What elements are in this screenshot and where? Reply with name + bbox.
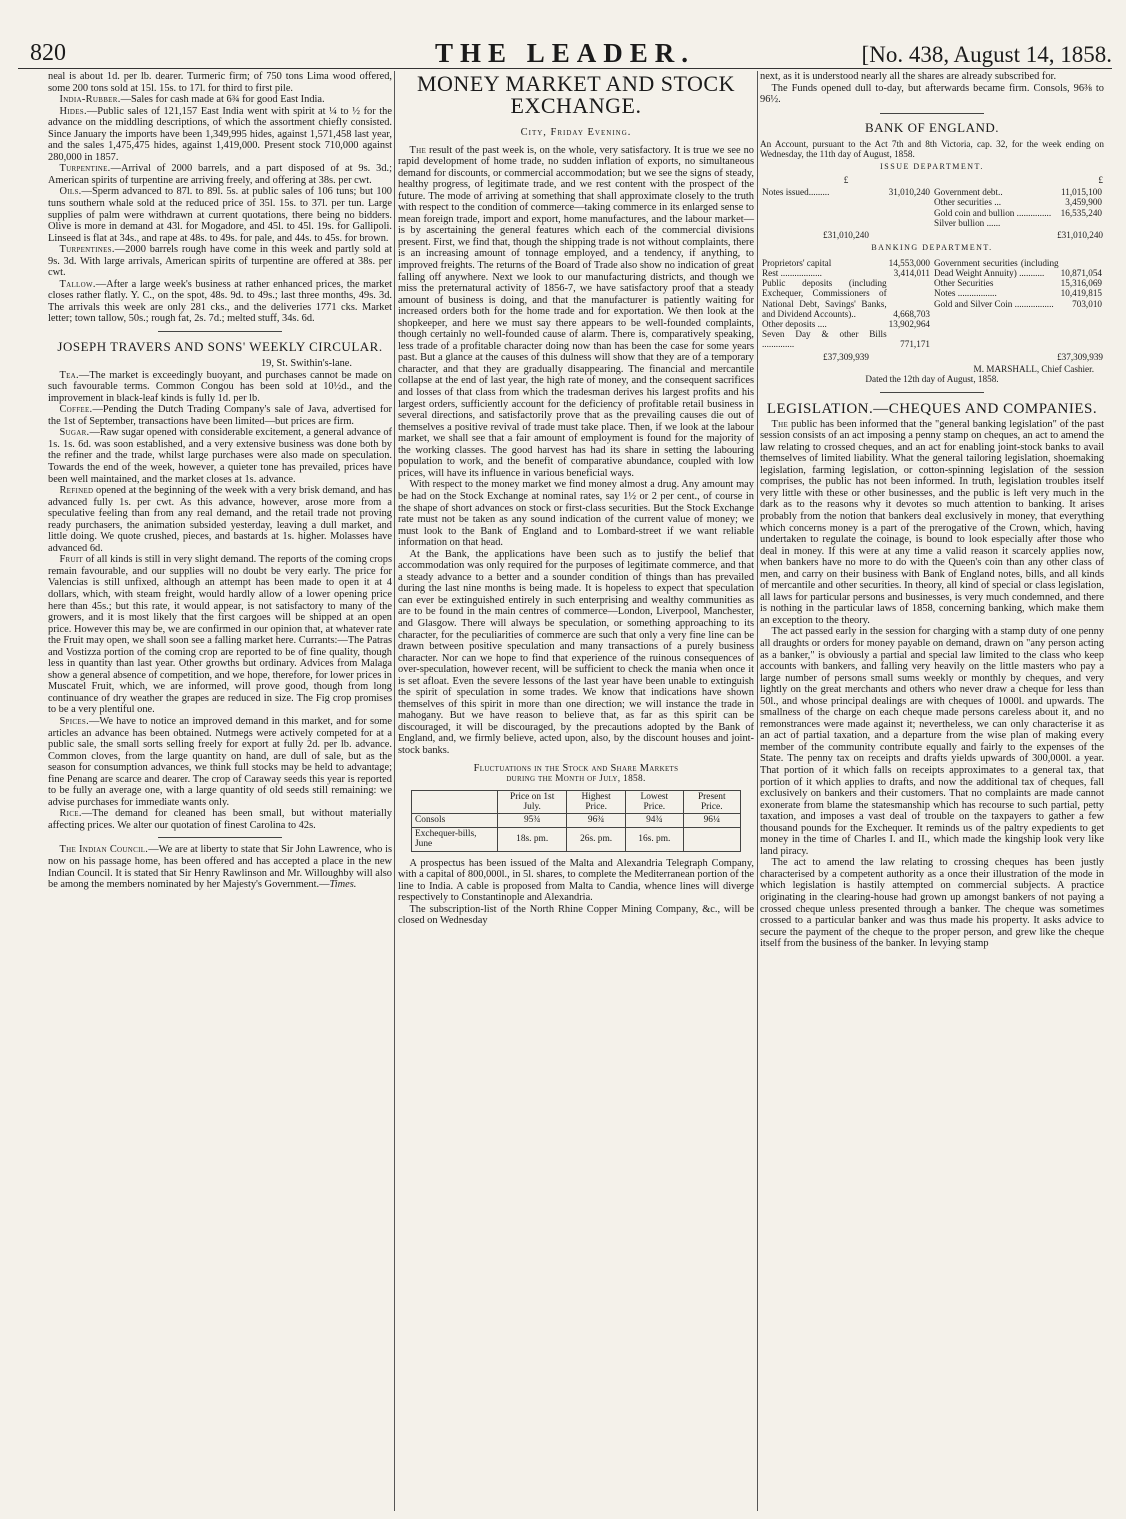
table-cell: 10,871,054 (1060, 267, 1102, 278)
divider (158, 331, 282, 332)
paragraph-money-4: A prospectus has been issued of the Malta and Alexandria Telegraph Company, with a capital of 800,000l., in 5l. shares, to complete the Mediterranean portion of the line to India. A cable is proposed from Malta to Candia, whence lines will diverge respectively to Constantinople and Alexandria. (398, 857, 754, 904)
table-row (933, 258, 1103, 278)
tea-head: Tea. (59, 369, 79, 381)
table-cell: 771,171 (900, 339, 930, 350)
refined-head: Refined (59, 485, 94, 497)
issue-liabilities (760, 175, 932, 230)
table-row (760, 230, 1104, 240)
currency-symbol: £ (843, 175, 849, 185)
travers-title: JOSEPH TRAVERS AND SONS' WEEKLY CIRCULAR. (57, 339, 383, 355)
table-row (412, 814, 741, 827)
issue-right-table (933, 187, 1103, 228)
table-cell: Proprietors' capital (762, 257, 832, 268)
table-row (933, 197, 1103, 207)
table-cell: Other Securities (934, 278, 994, 289)
banking-assets (932, 256, 1104, 352)
paragraph-money-1 (398, 145, 754, 480)
banking-total-left: £37,309,939 (823, 351, 869, 362)
coffee-head: Coffee. (59, 404, 93, 416)
paragraph-shares: next, as it is understood nearly all the shares are already subscribed for. (760, 71, 1057, 82)
lead-word: The (409, 144, 427, 156)
table-cell: 3,459,900 (1065, 197, 1102, 208)
fluctuations-subtitle: during the Month of July, 1858. (506, 774, 646, 785)
table-row (412, 827, 741, 851)
table-row (761, 258, 931, 268)
table-cell: Notes issued......... (762, 187, 830, 198)
issue-left-table (761, 187, 931, 197)
table-cell: Notes ................. (934, 288, 997, 299)
fruit-head: Fruit (59, 554, 84, 566)
table-cell: 18s. pm. (498, 827, 567, 851)
turpentines-head: Turpentines. (59, 244, 115, 256)
spices-head: Spices. (59, 715, 89, 727)
indian-council-text: —We are at liberty to state that Sir John Lawrence, who is now on his passage home, has been offered and has accepted a place in the new Indian Council. It is stated that Sir Henry Rawlinson and Mr. Willoughby will also be among the members nominated by her Majesty's Government.— (48, 844, 392, 891)
table-row (933, 187, 1103, 197)
paragraph-turpentines (48, 244, 392, 279)
fruit-text: of all kinds is still in very slight demand. The reports of the coming crops remain favourable, and our supplies will no doubt be very early. The price for Valencias is still unfixed, although an attempt has been made to open it at 4 dollars, which, with steam freight, would hardly allow of a lower opening price here than 45s.; but this rate, it would appear, is not satisfactory to many of the growers, and it is most likely that the first cargoes will be shipped at an open price. However this may be, we are confirmed in our opinion that, at whatever rate the Fruit may open, we shall soon see a falling market here. Currants:—The Patras and Vostizza portion of the coming crop are reported to be of fine quality, though less in quantity than last year. Other growths but ordinary. Advices from Malaga show a general absence of competition, and we hope, therefore, for lower prices in Muscatel Fruit, which, we are informed, will prove good, though from long continuance of dry weather the grapes are reduced in size. The Fig crop promises to be a very plentiful one. (48, 554, 392, 716)
table-row (761, 319, 931, 329)
sugar-head: Sugar. (59, 427, 90, 439)
dated-line: Dated the 12th day of August, 1858. (865, 374, 999, 385)
paragraph-money-2: With respect to the money market we find money almost a drug. Any amount may be had on the Stock Exchange at nominal rates, say 1½ or 2 per cent., of course in the shape of short advances on stock or first-class securities. But the Stock Exchange rate must not be taken as any sound indication of the current value of money; we must look to the Bank of England and to Lombard-street if we want reliable information on that head. (398, 479, 754, 549)
newspaper-title: THE LEADER. (434, 38, 696, 68)
table-header: Present Price. (683, 790, 740, 814)
india-rubber-head: India-Rubber. (59, 94, 121, 106)
table-cell: 94¾ (626, 814, 683, 827)
indian-council-source: Times. (329, 879, 357, 891)
paragraph-india-rubber (48, 94, 392, 106)
table-cell: 13,902,964 (888, 318, 930, 329)
paragraph-legislation-2: The act passed early in the session for charging with a stamp duty of one penny all draughts or orders for money payable on demand, drawn on "any person acting as a banker," is obviously a partial and special law limited to the class who keep accounts with bankers, and falling very heavily on the little masters who pay a large number of persons small sums weekly or monthly by cheques, and very lightly on the great merchants and others who never draw a cheque for less than 50l., and whose principal dealings are with cheques of 1000l. and upwards. The smallness of the charge on each cheque made persons careless about it, and no remonstrances were made against it; nevertheless, we can only characterise it as an act of partial taxation, and a departure from the wise plan of making every member of the community contribute equally and fairly to the expenses of the State. The penny tax on receipts and drafts yields upwards of 300,000l. a year. That portion of it which falls on receipts approximates to a general tax, that portion of it which applies to drafts, and now the additional tax of cheques, fall exclusively on bankers and their customers. That no complaints are made cannot exonerate from blame the statesmanship which has recourse to such partial, petty taxation, and imposes a vast deal of trouble on the taxpayers to gather a few thousand pounds for the Exchequer. It reminds us of the paltry expedients to get money in the time of Charles I. and II., which made the kingship look very like land piracy. (760, 626, 1104, 857)
turpentine-head: Turpentine. (59, 163, 111, 175)
paragraph-turpentine (48, 163, 392, 186)
table-row (933, 288, 1103, 298)
table-cell: 31,010,240 (888, 187, 930, 198)
table-header-row (412, 790, 741, 814)
table-cell: 16s. pm. (626, 827, 683, 851)
table-header: Lowest Price. (626, 790, 683, 814)
paragraph-spices (48, 716, 392, 808)
signature: M. MARSHALL, Chief Cashier. (973, 363, 1094, 374)
currency-symbol: £ (1098, 175, 1103, 185)
paragraph-refined (48, 485, 392, 554)
paragraph-indian-council (48, 844, 392, 890)
india-rubber-text: —Sales for cash made at 6¾ for good East India. (120, 94, 325, 106)
table-header (412, 790, 498, 814)
rice-text: —The demand for cleaned has been small, but without materially affecting prices. We alter our quotation of finest Carolina to 42s. (48, 808, 392, 831)
table-row (933, 208, 1103, 218)
paragraph-coffee (48, 404, 392, 427)
table-cell: Gold coin and bullion ............... (934, 207, 1052, 218)
table-cell: Other securities ... (934, 197, 1002, 208)
table-cell: Government securities (including Dead Weight Annuity) ........... (934, 257, 1059, 278)
column-3 (760, 71, 1104, 950)
table-cell: Public deposits (including Exchequer, Commissioners of National Debt, Savings' Banks, and Dividend Accounts).. (762, 278, 887, 319)
table-cell: 26s. pm. (567, 827, 626, 851)
table-cell: Government debt.. (934, 187, 1003, 198)
tallow-head: Tallow. (59, 278, 96, 290)
oils-head: Oils. (59, 186, 82, 198)
table-cell: Exchequer-bills, June (412, 827, 498, 851)
table-cell (683, 827, 740, 851)
table-row (760, 256, 1104, 352)
table-header: Highest Price. (567, 790, 626, 814)
rice-head: Rice. (59, 808, 82, 820)
bank-of-england-title: BANK OF ENGLAND. (864, 119, 1000, 135)
column-1 (48, 71, 392, 891)
paragraph-money-5: The subscription-list of the North Rhine Copper Mining Company, &c., will be closed on Wednesday (398, 903, 754, 927)
banking-department-head: BANKING DEPARTMENT. (871, 243, 993, 253)
banking-right-table (933, 258, 1103, 309)
table-cell: Consols (412, 814, 498, 827)
table-row (761, 329, 931, 349)
table-cell: 4,668,703 (893, 308, 930, 319)
paragraph-oils (48, 186, 392, 244)
table-row (761, 268, 931, 278)
table-cell: 15,316,069 (1060, 278, 1102, 289)
oils-text: —Sperm advanced to 87l. to 89l. 5s. at public sales of 106 tuns; but 100 tuns southern whale sold at the reduced price of 35l. 15s. to 37l. per tun. Large supplies of palm were withdrawn at current quotations, there being no bidders. Olive is more in demand at 43l. for Mogadore, and 45l. to 45l. 19s. for Gallipoli. Linseed is flat at 34s., and rape at 48s. to 49s. for pale, and 44s. to 45s. for brown. (48, 186, 392, 244)
tea-text: —The market is exceedingly buoyant, and purchases cannot be made on such favourable terms. Common Congou has been sold at 10½d., and the improvement in black-leaf kinds is fully 1d. per lb. (48, 369, 392, 404)
table-cell: 3,414,011 (893, 267, 930, 278)
table-cell: 703,010 (1072, 298, 1102, 309)
table-cell: 10,419,815 (1060, 288, 1102, 299)
money-market-title: MONEY MARKET AND STOCK EXCHANGE. (416, 71, 735, 118)
column-rule-1 (394, 71, 395, 1511)
banking-department-table (760, 256, 1104, 362)
paragraph-hides (48, 106, 392, 164)
issue-department-table (760, 175, 1104, 240)
divider (158, 837, 282, 838)
banking-total-right: £37,309,939 (1057, 351, 1103, 362)
paragraph-tea (48, 370, 392, 405)
hides-text: —Public sales of 121,157 East India went with spirit at ¼ to ½ for the advance on the middling descriptions, of which the assortment chiefly consisted. Since January the imports have been 1,349,995 hides, against 1,571,458 last year, and the sales 1,475,475 hides, against 1,419,000. Present stock 710,000 against 280,000 in 1857. (48, 105, 392, 163)
spices-text: —We have to notice an improved demand in this market, and for some articles an advance has been obtained. Nutmegs were actively competed for at a public sale, the small sorts selling freely for export at fully 2d. per lb. advance. Common cloves, from the large quantity on hand, are dull of sale, but as the season for consumption advances, we think full stocks may be held to advantage; fine Penang are scarce and dearer. The crop of Caraway seeds this year is reported to be fully an average one, with a large quantity of old seeds still remaining: we advise purchases for immediate wants only. (48, 715, 392, 808)
table-row (760, 352, 1104, 362)
divider (880, 392, 984, 393)
divider (880, 113, 984, 114)
fluctuations-title: Fluctuations in the Stock and Share Markets (473, 762, 679, 774)
table-cell: Gold and Silver Coin ................. (934, 298, 1054, 309)
table-row (761, 278, 931, 319)
page-number: 820 (30, 40, 66, 66)
paragraph-legislation-3: The act to amend the law relating to crossing cheques has been justly characterised by a competent authority as a once their illustration of the mode in which legislation is hastily attempted on commercial subjects. A practice originating in the clearing-house had grown up amongst bankers of not paying a crossed cheque unless presented through a banker. The cheque was sometimes crossed to a particular banker and was thus made his property. It asks advice to secure the payment of the cheque to the proper person, and grew like the cheque itself from the business of the banker. In levying stamp (760, 857, 1104, 950)
indian-council-head: The Indian Council. (59, 844, 149, 856)
table-cell: 16,535,240 (1060, 207, 1102, 218)
table-row (761, 187, 931, 197)
table-cell: Other deposits .... (762, 318, 827, 329)
paragraph-tallow (48, 279, 392, 325)
hides-head: Hides. (59, 105, 87, 117)
banking-left-table (761, 258, 931, 350)
bank-intro: An Account, pursuant to the Act 7th and 8th Victoria, cap. 32, for the week ending on Wednesday, the 11th day of August, 1858. (760, 138, 1104, 160)
dateline: City, Friday Evening. (520, 127, 632, 138)
masthead (18, 38, 1112, 69)
table-row (933, 299, 1103, 309)
table-cell: 14,553,000 (888, 257, 930, 268)
table-row (760, 175, 1104, 230)
table-row (933, 218, 1103, 228)
issue-department-head: ISSUE DEPARTMENT. (880, 162, 984, 172)
turpentine-text: —Arrival of 2000 barrels, and a part disposed of at 9s. 3d.; American spirits of turpentine are arriving freely, and offering at 38s. per cwt. (48, 163, 392, 186)
paragraph-money-3: At the Bank, the applications have been such as to justify the belief that accommodation was only required for the purposes of legitimate commerce, and that a steady advance to a better and a sounder condition of things than has prevailed during the last nine months is being made. It is hopeless to expect that speculation can ever be extinguished entirely in such enterprising and wealthy communities as are to be found in the main centres of commerce—London, Liverpool, Manchester, and Glasgow. There will always be speculation, or something approaching to its character, for the peculiarities of commerce are such that only a very fine line can be drawn between positive speculation and many transactions of a purely business character. Nor can we hope to find that experience of the ruinous consequences of over-speculation, however recent, will be sufficient to check the mania when once it is set afloat. Even the severe lessons of the last year have been unable to extinguish the spirit of speculation in some trades. We know that indications have shown themselves of this spirit in more than one direction; we will instance the trade in mahogany. But we have reason to believe that, as far as this spirit can be discouraged, it will be discouraged, by the precautions adopted by the Bank of England, and, we firmly believe, acted upon, also, by the discount houses and joint-stock banks. (398, 548, 754, 756)
table-cell: 96¼ (683, 814, 740, 827)
tallow-text: —After a large week's business at rather enhanced prices, the market closes rather flatly. Y. C., on the spot, 48s. 9d. to 49s.; last three months, 49s. 3d. The arrivals this week are only 281 cks., and the deliveries 1771 cks. Market letter; town tallow, 50s.; rough fat, 2s. 7d.; melted stuff, 34s. 6d. (48, 278, 392, 325)
paragraph-fruit (48, 554, 392, 716)
column-rule-2 (757, 71, 758, 1511)
lead-word: The (771, 418, 789, 430)
paragraph-turmeric: neal is about 1d. per lb. dearer. Turmeric firm; of 750 tons Lima wood offered, some 200 tons sold at 15l. 15s. to 17l. for third to first pile. (48, 71, 392, 94)
column-2 (398, 71, 754, 927)
paragraph-sugar (48, 427, 392, 485)
banking-liabilities (760, 256, 932, 352)
issue-total-left: £31,010,240 (823, 230, 869, 241)
table-cell: 95¾ (498, 814, 567, 827)
table-header: Price on 1st July. (498, 790, 567, 814)
turpentines-text: —2000 barrels rough have come in this week and partly sold at 9s. 3d. With large arrivals, American spirits of turpentine are offered at 38s. per cwt. (48, 244, 392, 279)
table-cell: Rest .................. (762, 267, 822, 278)
paragraph-funds: The Funds opened dull to-day, but afterwards became firm. Consols, 96⅜ to 96½. (760, 82, 1104, 106)
fluctuations-table (411, 790, 741, 852)
money-text-1: result of the past week is, on the whole, very satisfactory. It is true we see no rapid development of home trade, no sudden inflation of exports, no simultaneous demand for discounts, or commercial accommodation; but we see the signs of steady, healthy progress, of legitimate trade, and we rest content with the prospect of the future. The mode of arriving at something that shall approximate closely to the truth with respect to the condition of commerce—taking commerce in its enlarged sense to mean foreign trade, import and export, home manufactures, and the labour market—is by ascertaining the general features which each of the commercial divisions present. First, we find that, though the shipping trade is not without complaints, there is an increasing amount of tonnage employed, and a tendency, if anything, to improved freights. The returns of the Board of Trade also show no indication of great falling off anywhere. Next we look to our manufacturing districts, and though we miss the preternatural activity of 1856-7, we have satisfactory proof that a steady amount of business is doing, and that the manufacturer is patiently waiting for increased orders both for the home trade and for exportation. We then look at the shopkeeper, and here we must say there appears to be well-founded complaints, though certainly no well-founded cause of alarm. There is, comparatively speaking, less trade of a profitable character doing now than has been the case for some years past. But a glance at the causes of this dulness will show that they are of a temporary character, and that they are gradually disappearing. The financial and mercantile collapse at the end of last year, the high rate of money, and the consequent sacrifices and losses of that class from which the tradesman derives his largest profits and his largest orders, sufficiently account for the deficiency of profitable retail business in several directions, and satisfactorily prove that as the prevailing causes die out of themselves a positive revival of trade must take place. Then, if we look at the labour market, we shall see that a fair amount of employment is found for the majority of the working classes. The good harvest has had its share in setting the labouring population to work, and the benefit of comparative abundance, coupled with low prices, will have its influence in various beneficial ways. (398, 144, 754, 479)
table-cell: Seven Day & other Bills .............. (762, 329, 887, 350)
travers-address: 19, St. Swithin's-lane. (260, 358, 352, 370)
table-row (933, 278, 1103, 288)
legislation-text-1: public has been informed that the "general banking legislation" of the past session consists of an act imposing a penny stamp on cheques, an act to amend the law relating to crossed cheques, and an act for enabling joint-stock banks to avail themselves of limited liability. What the general tailoring legislation, shoemaking legislation, farming legislation, or cotton-spinning legislation of the session comprises, the public has not been informed. In truth, legislation troubles itself very little with these or other businesses, and the public is left very much in the dark as to the reasons why it devotes so much attention to banking. It arises probably from the notion that bankers deal exclusively in money, that everything which concerns money is a part of the prerogative of the Crown, which, having undertaken to regulate the coinage, is bound to look especially after those who deal in money. If this were at any time a valid reason it scarcely applies now, when bankers have no more to do with the Queen's coin than any other class of men, and carry on their business with Bank of England notes, bills, and all kinds of mercantile and other securities. In theory, all kind of special or class legislation, all laws for particular persons and businesses, is very much condemned, and there is nothing in the particular laws of 1858, concerning banking, which make them an exception to the theory. (760, 418, 1104, 626)
issue-total-right: £31,010,240 (1057, 230, 1103, 241)
coffee-text: —Pending the Dutch Trading Company's sale of Java, advertised for the 1st of September, transactions have been limited—but prices are firm. (48, 404, 392, 427)
legislation-title: LEGISLATION.—CHEQUES AND COMPANIES. (766, 400, 1098, 417)
table-cell: 96¾ (567, 814, 626, 827)
paragraph-legislation-1 (760, 419, 1104, 627)
paragraph-rice (48, 808, 392, 831)
table-cell (1058, 218, 1103, 228)
sugar-text: —Raw sugar opened with considerable excitement, a general advance of 1s. 1s. 6d. was soon established, and a very extensive business was done both by the refiner and the trade, whilst large purchases were also made on speculation. Towards the end of the week, however, a quieter tone has prevailed, prices have been well maintained, and the market closes at 1s. advance. (48, 427, 392, 485)
issue-info: [No. 438, August 14, 1858. (861, 42, 1112, 67)
refined-text: opened at the beginning of the week with a very brisk demand, and has advanced fully 1s. per cwt. As this advance, however, arose more from a speculative feeling than from any real demand, and the retail trade not proving ready purchasers, the animation subsided yesterday, leaving a dull market, and little doing. We quote crushed, pieces, and bastards at 1s. higher. Molasses have advanced 6d. (48, 485, 392, 554)
table-cell: 11,015,100 (1060, 187, 1102, 198)
table-cell: Silver bullion ...... (934, 217, 1001, 228)
issue-assets (932, 175, 1104, 230)
